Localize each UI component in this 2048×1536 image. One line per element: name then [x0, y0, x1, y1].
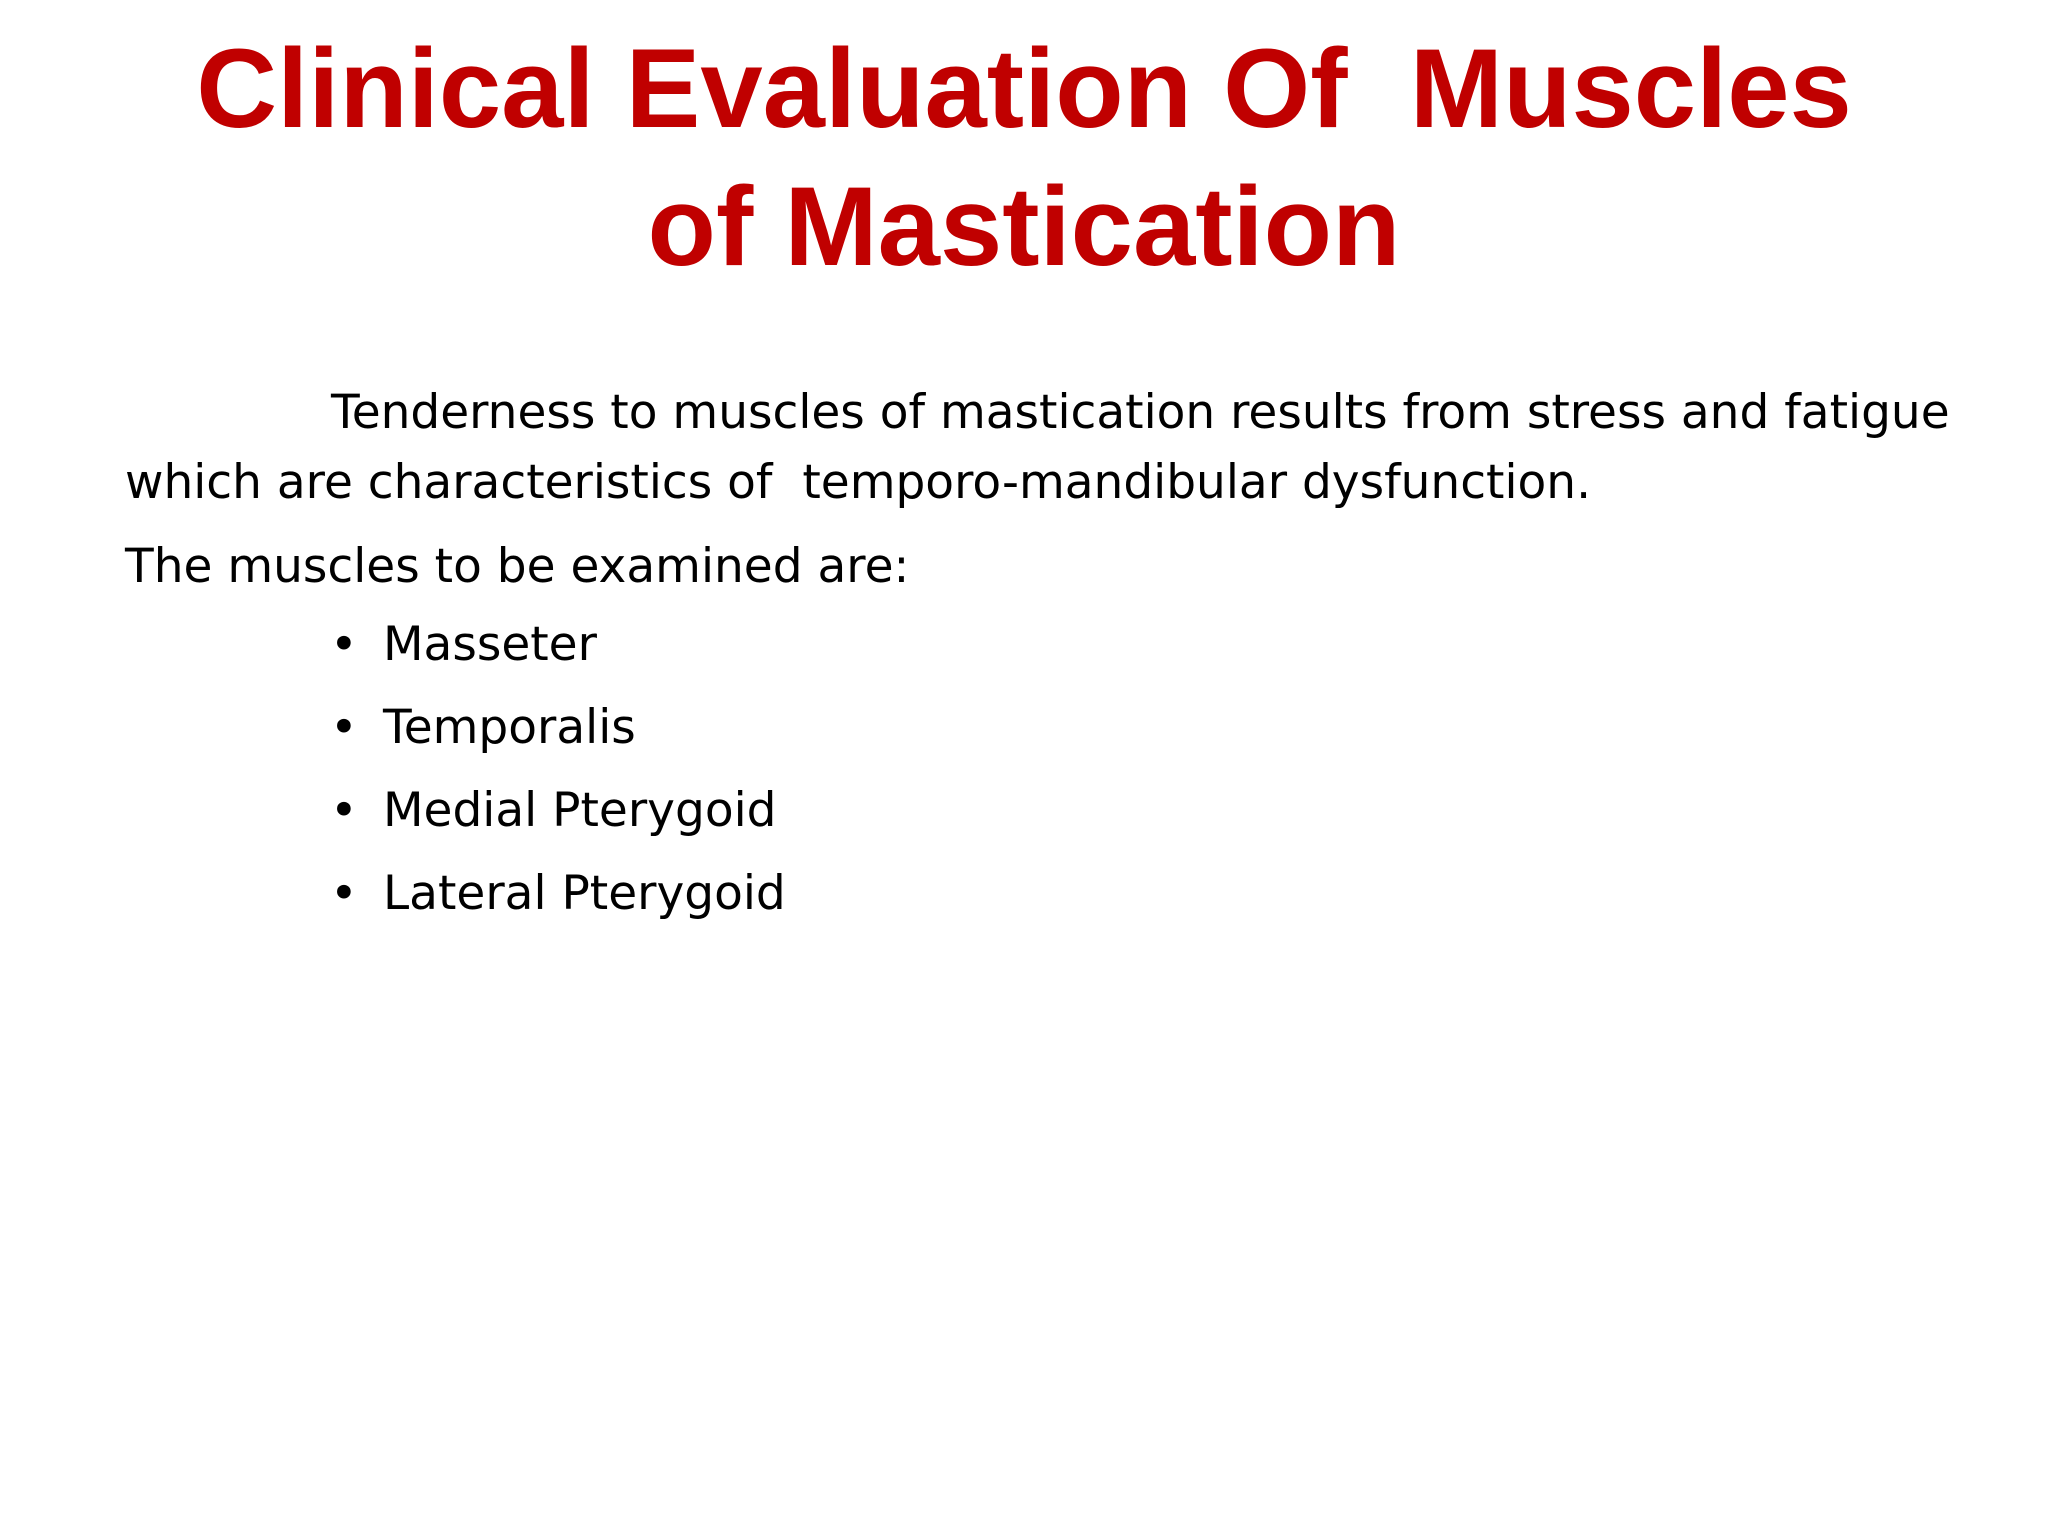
list-item-label: Masseter — [383, 617, 597, 672]
list-item — [125, 859, 1945, 929]
list-item-label: Medial Pterygoid — [383, 783, 777, 838]
list-item-label: Lateral Pterygoid — [383, 866, 786, 921]
slide-body — [125, 378, 1950, 942]
paragraph-line-2: which are characteristics of temporo-mandibular dysfunction. — [125, 455, 1592, 510]
muscle-list — [125, 610, 1945, 929]
title-line-1: Clinical Evaluation Of Muscles — [196, 26, 1852, 151]
list-item — [125, 610, 1945, 680]
paragraph-line-1: Tenderness to muscles of mastication results from stress and fatigue — [331, 385, 1950, 440]
list-item — [125, 693, 1945, 763]
bullet-icon: • — [330, 783, 358, 838]
slide-title — [0, 20, 2048, 296]
bullet-icon: • — [330, 866, 358, 921]
list-item-label: Temporalis — [383, 700, 636, 755]
description-paragraph — [125, 378, 1950, 518]
muscles-intro: The muscles to be examined are: — [125, 539, 910, 594]
list-item — [125, 776, 1945, 846]
title-line-2: of Mastication — [647, 164, 1401, 289]
bullet-icon: • — [330, 700, 358, 755]
bullet-icon: • — [330, 617, 358, 672]
